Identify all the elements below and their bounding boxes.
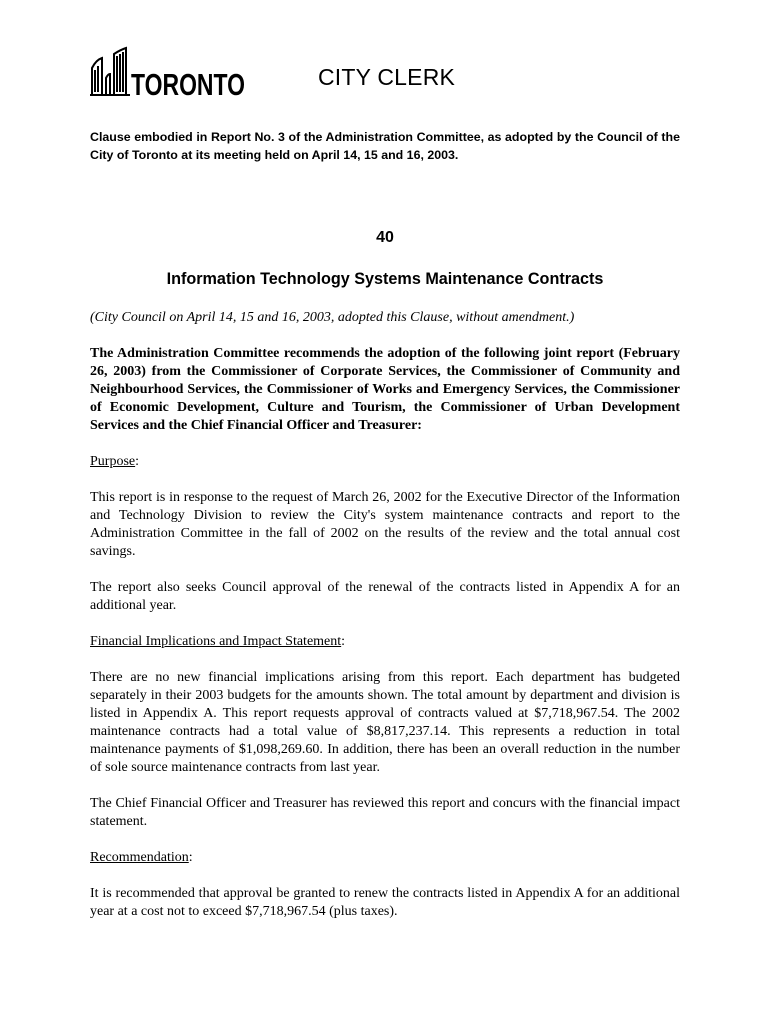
purpose-heading-label: Purpose — [90, 454, 136, 469]
financial-heading: Financial Implications and Impact Statement: — [90, 634, 346, 649]
purpose-paragraph-1: This report is in response to the request of March 26, 2002 for the Executive Director of the Information and Technology Division to review the City's system maintenance contracts and report to the Administration Committee in the fall of 2002 on the results of the review and the total annual cost savings. — [90, 490, 680, 559]
council-note: (City Council on April 14, 15 and 16, 2003, adopted this Clause, without amendment.) — [90, 310, 575, 325]
recommendation-intro: The Administration Committee recommends the adoption of the following joint report (February 26, 2003) from the Commissioner of Corporate Services, the Commissioner of Community and Neighbourhood Services, the Commissioner of Works and Emergency Services, the Commissioner of Economic Development, Culture and Tourism, the Commissioner of Urban Development Services and the Chief Financial Officer and Treasurer: — [90, 346, 680, 433]
report-body — [90, 309, 680, 939]
logo-wordmark: TORONTO — [131, 67, 245, 102]
page-title: Information Technology Systems Maintenance Contracts — [166, 270, 604, 288]
toronto-logo — [90, 48, 248, 102]
purpose-paragraph-2: The report also seeks Council approval of the renewal of the contracts listed in Appendix A for an additional year. — [90, 580, 680, 613]
financial-paragraph-2: The Chief Financial Officer and Treasurer has reviewed this report and concurs with the financial impact statement. — [90, 796, 680, 829]
city-hall-logo-icon — [90, 48, 248, 102]
purpose-heading: Purpose: — [90, 454, 140, 469]
recommendation-heading-label: Recommendation — [90, 850, 189, 865]
financial-paragraph-1: There are no new financial implications arising from this report. Each department has budgeted separately in their 2003 budgets for the amounts shown. The total amount by department and division is listed in Appendix A. This report requests approval of contracts valued at $7,718,967.54. The 2002 maintenance contracts had a total value of $8,817,237.14. This represents a reduction in total maintenance payments of $1,098,269.60. In addition, there has been an overall reduction in the number of sole source maintenance contracts from last year. — [90, 670, 680, 775]
department-heading: CITY CLERK — [318, 64, 456, 90]
clause-statement: Clause embodied in Report No. 3 of the Administration Committee, as adopted by the Council of the City of Toronto at its meeting held on April 14, 15 and 16, 2003. — [90, 130, 680, 162]
item-number: 40 — [376, 229, 394, 246]
recommendation-paragraph-1: It is recommended that approval be granted to renew the contracts listed in Appendix A for an additional year at a cost not to exceed $7,718,967.54 (plus taxes). — [90, 886, 680, 919]
financial-heading-label: Financial Implications and Impact Statement — [90, 634, 342, 649]
recommendation-heading: Recommendation: — [90, 850, 193, 865]
